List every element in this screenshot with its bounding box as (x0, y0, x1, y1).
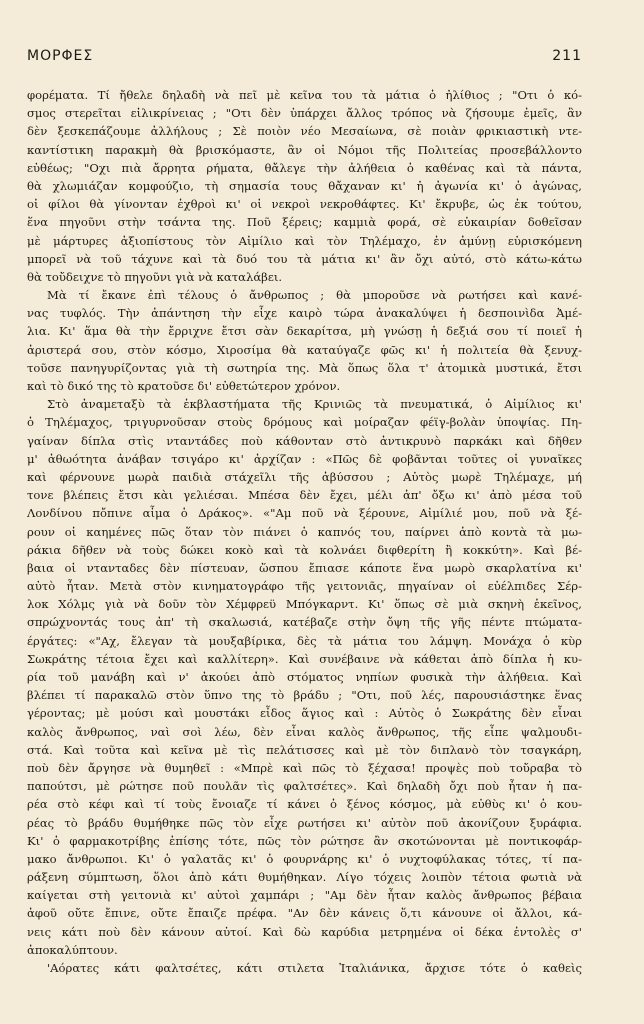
text-line: θὰ τοὔδειχνε τὸ πηγοῦνι γιὰ νὰ καταλάβει. (27, 269, 283, 284)
text-line: ρουν οἱ καημένες πῶς ὅταν τὸν πιάνει ὁ καπνός του, παίρνει ἀπὸ κοντὰ τὰ μω- (27, 524, 582, 539)
text-line: ράκια δῆθεν νὰ τοὺς δώκει κοκὸ καὶ τὰ κολνάει διφθερίτη ἢ κοκκύτη». Καὶ βέ- (27, 542, 582, 557)
text-line: μ' ἀθωότητα ἀνάβαν τσιγάρο κι' ἀρχίζαν : «Πῶς δὲ φοβᾶνται τοῦτες οἱ γυναῖκες (27, 451, 582, 466)
text-line: Κι' ὁ φαρμακοτρίβης ἐπίσης τότε, πῶς τὸν ρώτησε ἂν σκοτώνονται μὲ ποντικοφάρ- (27, 833, 582, 848)
text-line: μὲ μάρτυρες ἀξιοπίστους τὸν Αἰμίλιο καὶ τὸν Τηλέμαχο, ἐν ἀμύνῃ εὑρισκόμενη (27, 233, 582, 248)
text-line: φορέματα. Τί ἤθελε δηλαδὴ νὰ πεῖ μὲ κεῖνα του τὰ μάτια ὁ ἠλίθιος ; "Οτι ὁ κό- (27, 88, 582, 102)
text-line: σμος στερεῖται εἰλικρίνειας ; "Οτι δὲν ὑπάρχει ἄλλος τρόπος νὰ ζήσουμε ἐμεῖς, ἂν (27, 106, 582, 121)
text-line: θὰ χλωμιάζαν κομφούζιο, τὴ σημασία τους θἄχαναν κι' ἡ ἀγωνία κι' ὁ ἀγώνας, (27, 178, 582, 193)
text-line: Στὸ ἀναμεταξὺ τὰ ἐκβλαστήματα τῆς Κρινιῶς τὰ πνευματικά, ὁ Αἰμίλιος κι' (47, 397, 582, 412)
text-line: τοῦσε πανηγυρίζοντας γιὰ τὴ σωτηρία της. Μὰ ὅπως ὅλα τ' ἀτομικὰ μυστικά, ἔτσι (27, 360, 582, 375)
text-line: βλέπει τί παρακαλῶ στὸν ὕπνο της τὸ βράδυ ; "Οτι, ποῦ λές, παρουσιάστηκε ἕνας (27, 688, 582, 703)
text-line: Μὰ τί ἔκανε ἐπὶ τέλους ὁ ἄνθρωπος ; θὰ μποροῦσε νὰ ρωτήσει καὶ κανέ- (47, 288, 582, 303)
text-line: ἕνα πηγοῦνι στὴν τσάντα της. Ποῦ ξέρεις; καμμιὰ φορά, σὲ εὐκαιρίαν δοθεῖσαν (27, 215, 582, 230)
text-line: δὲν ξεσκεπάζουμε ἀλλήλους ; Σὲ ποιὸν νέο Μεσαίωνα, σὲ ποιὰν φρικιαστικὴ ντε- (27, 124, 582, 139)
text-line: καὶ φέρνουνε μωρὰ παιδιὰ στάχεῖλι τῆς ἀβύσσου ; Αὐτὸς μωρὲ Τηλέμαχε, μή (27, 469, 582, 484)
text-line: 'Αόρατες κάτι φαλτσέτες, κάτι στιλετα Ἰταλιάνικα, ἄρχισε τότε ὁ καθεὶς (47, 961, 582, 975)
text-line: εὐθέως; "Οχι πιὰ ἄρρητα ρήματα, θἄλεγε τὴν ἀλήθεια ὁ καθένας καὶ τὰ πάντα, (27, 160, 582, 175)
text-line: γαίναν δίπλα στὶς νταντάδες ποὺ κάθονταν στὸ ἀντικρυνὸ παρκάκι καὶ δῆθεν (27, 433, 582, 448)
text-line: οἱ φίλοι θὰ γίνονταν ἐχθροὶ κι' οἱ νεκροὶ νεκροθάφτες. Κι' ἔκρυβε, ὡς ἐκ τούτου, (27, 197, 582, 212)
text-line: σπρώχνοντάς τους ἀπ' τὴ σκαλωσιά, κατέβαζε στὴν ὄψη τῆς γῆς πέντε πτώματα- (27, 615, 582, 630)
text-line: βαια οἱ ντανταδες δὲν πίστευαν, ὥσπου ἔπιασε κάποτε ἕνα μωρὸ σκαρλατίνα κι' (27, 560, 582, 575)
text-line: αὐτὸ ἦταν. Μετὰ στὸν κινηματογράφο τῆς γειτονιᾶς, πηγαίναν οἱ εὐέλπιδες Σέρ- (27, 579, 582, 594)
running-title: ΜΟΡΦΕΣ (27, 48, 94, 64)
text-line: ράξενη σύμπτωση, ὅλοι ἀπὸ κάτι θυμήθηκαν. Λίγο τόχεις λοιπὸν τέτοια φωτιὰ νὰ (27, 870, 582, 885)
text-line: ἀριστερά σου, στὸν κόσμο, Χιροσίμα θὰ καταύγαζε φῶς κι' ἡ πολιτεία θὰ ξενυχ- (27, 342, 582, 357)
text-line: Σωκράτης τέτοια ἔχει καὶ καλλίτερη». Καὶ συνέβαινε νὰ κάθεται ἀπὸ δίπλα ἡ κυ- (27, 651, 582, 666)
text-line: λια. Κι' ἅμα θὰ τὴν ἔρριχνε ἔτσι σὰν δεκαρίτσα, μὴ γνώσῃ ἡ δεξιά σου τί ποιεῖ ἡ (27, 324, 582, 339)
text-line: στά. Καὶ τοῦτα καὶ κεῖνα μὲ τὶς πελάτισσες καὶ μὲ τὸν διπλανὸ τὸν τσαγκάρη, (27, 742, 582, 757)
text-line: μπορεῖ νὰ τοῦ τάχυνε καὶ τὰ δυό του τὰ μάτια κι' ἂν ὄχι αὐτό, στὸ κάτω-κάτω (27, 251, 582, 266)
text-line: καίγεται στὴ γειτονιὰ κι' αὐτοὶ χαμπάρι ; "Αμ δὲν ἦταν καλὸς ἄνθρωπος βέβαια (27, 888, 582, 903)
text-line: λοκ Χόλμς γιὰ νὰ δοῦν τὸν Χέμφρεϋ Μπόγκαρντ. Κι' ὅπως σὲ μιὰ σκηνὴ ἐκεῖνος, (27, 597, 582, 612)
text-line: νεις κάτι ποὺ δὲν κάνουν αὐτοί. Καὶ δὼ καρύδια μετρημένα οἱ δέκα ἐντολὲς σ' (27, 924, 582, 939)
text-line: ρία τοῦ μανάβη καὶ ν' ἀκούει ἀπὸ στόματος νηπίων φυσικὰ τὴν ἀλήθεια. Καὶ (27, 670, 582, 684)
text-line: ρέας τὸ βράδυ θυμήθηκε πῶς τὸν εἶχε ρωτήσει κι' αὐτὸν ποῦ ἀκονίζουν ξυράφια. (27, 815, 582, 830)
text-line: μακο ἄνθρωποι. Κι' ὁ γαλατᾶς κι' ὁ φουρνάρης κι' ὁ νυχτοφύλακας τότες, τί πα- (27, 851, 582, 866)
text-line: ποὺ δὲν ἄργησε νὰ θυμηθεῖ : «Μπρὲ καὶ πῶς τὸ ξέχασα! προψὲς ποὺ τοὔραβα τὸ (27, 760, 582, 775)
text-line: έργάτες: «"Αχ, ἔλεγαν τὰ μουξαβίρικα, δὲς τὰ μάτια του λάμψη. Μονάχα ὁ κὺρ (27, 633, 582, 648)
text-line: τονε βλέπεις ἔτσι κὰι γελιέσαι. Μπέσα δὲν ἔχει, μέλι ἀπ' ὄξω κι' ἀπὸ μέσα τοῦ (27, 488, 582, 503)
text-line: καντίστικη παρακμὴ θὰ βρισκόμαστε, ἂν οἱ Νόμοι τῆς Πολιτείας προσεβάλλοντο (27, 142, 582, 157)
text-line: ἀφοῦ οὔτε ἔπινε, οὔτε ἔπαιζε πρέφα. "Αν δὲν κάνεις ὅ,τι κάνουνε οἱ ἄλλοι, κά- (27, 906, 582, 921)
text-line: γέροντας; μὲ μούσι καὶ μουστάκι εἶδος ἅγιος καὶ : Αὐτὸς ὁ Σωκράτης δὲν εἶναι (27, 706, 582, 721)
page-number: 211 (552, 48, 582, 64)
text-line: καλὸς ἄνθρωπος, ναὶ σοὶ λέω, δὲν εἶναι καλὸς ἄνθρωπος, τῆς εἶπε ψαλμουδι- (27, 724, 582, 739)
text-line: νας τυφλός. Τὴν ἀπάντηση τὴν εἶχε καιρὸ τώρα ἀνακαλύψει ἡ δεσποινὶδα Ἀμέ- (27, 306, 582, 321)
text-line: παπούτσι, μὲ ρώτησε ποῦ πουλᾶν τὶς φαλτσέτες». Καὶ δηλαδὴ ὄχι ποὺ ἦταν ἡ πα- (27, 779, 582, 794)
text-line: Λονδίνου πὄπινε αἷμα ὁ Δράκος». «"Αμ ποῦ νὰ ξέρουνε, Αἰμίλιέ μου, ποῦ νὰ ξέ- (27, 506, 582, 521)
text-line: ρέα στὸ κέφι καὶ τί τοὺς ἔνοιαζε τί κάνει ὁ ξένος κόσμος, μὰ εὐθὺς κι' ὁ κου- (27, 797, 582, 812)
text-line: καὶ τὸ δικό της τὸ κρατοῦσε δι' εὐθετώτερον χρόνον. (27, 379, 341, 393)
text-line: ὁ Τηλέμαχος, τριγυρνοῦσαν στοὺς δρόμους καὶ μοίραζαν φέϊγ-βολὰν ὑποψίας. Πη- (27, 415, 582, 430)
text-line: ἀποκαλύπτουν. (27, 942, 118, 957)
running-head (27, 48, 582, 64)
body-text (27, 86, 582, 977)
